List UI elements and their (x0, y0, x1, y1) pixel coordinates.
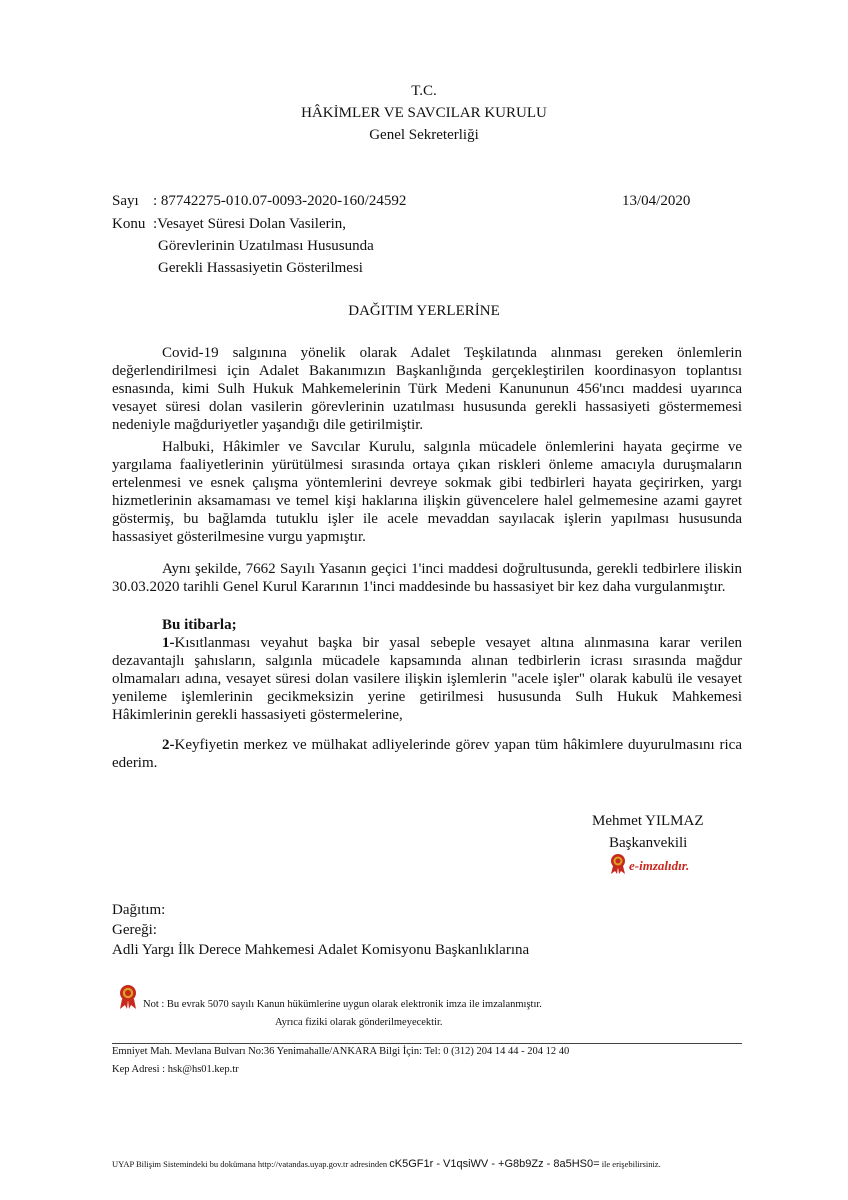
electronic-signature-seal-icon (118, 984, 138, 1010)
note-line-2: Ayrıca fiziki olarak gönderilmeyecektir. (275, 1017, 443, 1028)
konu-label: Konu (112, 216, 146, 232)
signer-name: Mehmet YILMAZ (592, 813, 704, 829)
sayi-label: Sayı (112, 193, 139, 209)
header-institution: HÂKİMLER VE SAVCILAR KURULU (301, 105, 547, 121)
body-paragraph-5 (112, 634, 742, 724)
uyap-verification (112, 1158, 661, 1170)
konu-line-1: :Vesayet Süresi Dolan Vasilerin, (153, 216, 347, 232)
body-paragraph-6 (112, 736, 742, 772)
item-1-number: 1- (162, 635, 175, 651)
signer-title: Başkanvekili (609, 835, 688, 851)
footer-address: Emniyet Mah. Mevlana Bulvarı No:36 Yenimahalle/ANKARA Bilgi İçin: Tel: 0 (312) 204 14 44 - 204 12 40 (112, 1046, 570, 1057)
e-signature-label: e-imzalıdır. (629, 858, 690, 873)
addressee: DAĞITIM YERLERİNE (348, 303, 500, 319)
document-date: 13/04/2020 (622, 193, 691, 209)
header-tc: T.C. (411, 83, 437, 99)
header-department: Genel Sekreterliği (369, 127, 479, 143)
body-paragraph-3: Aynı şekilde, 7662 Sayılı Yasanın geçici 1'inci maddesi doğrultusunda, gerekli tedbirlere iliskin 30.03.2020 tarihli Genel Kurul Kararının 1'inci maddesinde bu hassasiyet bir kez daha vurgulanmıştır. (112, 561, 742, 595)
body-paragraph-2: Halbuki, Hâkimler ve Savcılar Kurulu, salgınla mücadele önlemlerini hayata geçirme ve yargılama faaliyetlerinin yürütülmesi sırasında ortaya çıkan riskleri önleme amacıyla duruşmaların ertelenmesi ve esnek çalışma yöntemlerini devreye sokmak gibi tedbirleri hayata geçirirken, yargı hizmetlerinin aksamaması ve temel kişi haklarına ilişkin güvencelere halel gelmemesine azami gayret göstermiş, bu bağlamda tutuklu işler ile acele mevaddan sayılacak işlerin yapılması hususunda hassasiyet gösterilmesine vurgu yapmıştır. (112, 439, 742, 545)
distribution-recipient: Adli Yargı İlk Derece Mahkemesi Adalet Komisyonu Başkanlıklarına (112, 942, 530, 958)
konu-line-2: Görevlerinin Uzatılması Hususunda (158, 238, 374, 254)
e-signature-seal-icon (609, 853, 627, 875)
uyap-code: cK5GF1r - V1qsiWV - +G8b9Zz - 8a5HS0= (389, 1158, 600, 1170)
footer-kep-address: Kep Adresi : hsk@hs01.kep.tr (112, 1064, 239, 1075)
geregi-label: Gereği: (112, 922, 157, 938)
item-2-number: 2- (162, 737, 175, 753)
footer-divider (112, 1043, 742, 1044)
item-2-text: Keyfiyetin merkez ve mülhakat adliyelerinde görev yapan tüm hâkimlere duyurulmasını rica ederim. (112, 737, 742, 771)
uyap-prefix: UYAP Bilişim Sistemindeki bu dokümana http://vatandas.uyap.gov.tr adresinden (112, 1159, 388, 1169)
item-1-text: Kısıtlanması veyahut başka bir yasal sebeple vesayet altına alınmasına karar verilen dezavantajlı şahısların, salgınla mücadele kapsamında alınan tedbirlerin icrası sırasında mağdur olmamaları adına, vesayet süresi dolan vasilere ilişkin işlemlerin "acele işler" olarak kabulü ile vesayet yenileme işlemlerinin gecikmeksizin yerine getirilmesi hususunda Sulh Hukuk Mahkemesi Hâkimlerinin gerekli hassasiyeti göstermelerine, (112, 635, 742, 723)
note-line-1: Not : Bu evrak 5070 sayılı Kanun hükümlerine uygun olarak elektronik imza ile imzalanmıştır. (143, 999, 542, 1010)
sayi-value: : 87742275-010.07-0093-2020-160/24592 (153, 193, 407, 209)
konu-line-3: Gerekli Hassasiyetin Gösterilmesi (158, 260, 363, 276)
uyap-suffix: ile erişebilirsiniz. (601, 1159, 661, 1169)
distribution-label: Dağıtım: (112, 902, 166, 918)
body-paragraph-1: Covid-19 salgınına yönelik olarak Adalet Teşkilatında alınması gereken önlemlerin değerlendirilmesi için Adalet Bakanımızın Başkanlığında gerçekleştirilen koordinasyon toplantısı esnasında, kimi Sulh Hukuk Mahkemelerinin Türk Medeni Kanununun 456'ıncı maddesi uyarınca vesayet süresi dolan vasilerin görevlerinin uzatılması hususunda gerekli hassasiyeti göstermemesi nedeniyle mağduriyetler yaşandığı dile getirilmiştir. (112, 345, 742, 433)
body-paragraph-4: Bu itibarla; (162, 617, 237, 633)
